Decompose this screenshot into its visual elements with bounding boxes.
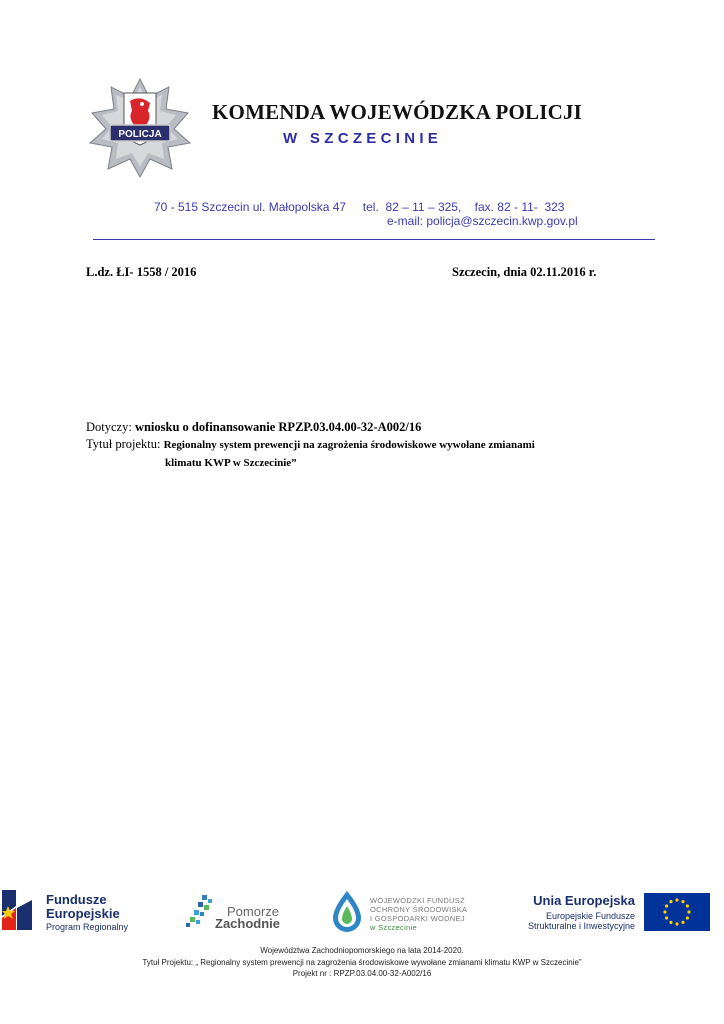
fe-mark-icon <box>2 886 32 932</box>
subject-label: Dotyczy: <box>86 420 135 434</box>
water-drop-icon <box>330 890 364 934</box>
address-line: 70 - 515 Szczecin ul. Małopolska 47 tel. 82 – 11 – 325, fax. 82 - 11- 323 <box>154 200 565 214</box>
unia-europejska-text <box>505 893 635 933</box>
ue-line1: Unia Europejska <box>533 893 635 908</box>
project-title-label: Tytuł projektu: <box>86 437 164 451</box>
fe-line2: Europejskie <box>46 906 120 921</box>
project-title-line <box>86 437 535 452</box>
badge-text: POLICJA <box>118 129 162 140</box>
reference-number: L.dz. ŁI- 1558 / 2016 <box>86 265 197 279</box>
reference-date: Szczecin, dnia 02.11.2016 r. <box>452 265 597 279</box>
fe-line3: Program Regionalny <box>46 922 129 932</box>
ue-line3: Strukturalne i Inwestycyjne <box>527 921 635 931</box>
pz-line2: Zachodnie <box>215 916 281 931</box>
project-title-value: Regionalny system prewencji na zagrożenia środowiskowe wywołane zmianami <box>163 439 535 451</box>
project-title-continuation: klimatu KWP w Szczecinie” <box>165 457 297 469</box>
email-line: e-mail: policja@szczecin.kwp.gov.pl <box>387 214 578 228</box>
subject-value: wniosku o dofinansowanie RPZP.03.04.00-32-A002/16 <box>134 420 422 434</box>
pz-line1: Pomorze <box>227 904 280 919</box>
wf-line4: w Szczecinie <box>370 923 417 932</box>
wf-line2: OCHRONY ŚRODOWISKA <box>370 905 468 914</box>
wf-line3: I GOSPODARKI WODNEJ <box>370 914 465 923</box>
footer-line3: Projekt nr : RPZP.03.04.00-32-A002/16 <box>292 969 432 978</box>
header-divider <box>93 239 655 240</box>
fundusze-europejskie-logo <box>2 883 152 935</box>
police-badge-logo <box>86 77 194 179</box>
ue-line2: Europejskie Fundusze <box>545 911 635 921</box>
pomorze-zachodnie-logo <box>184 893 294 933</box>
wfosigw-logo <box>330 890 480 936</box>
organization-name: KOMENDA WOJEWÓDZKA POLICJI <box>212 100 583 124</box>
organization-city: W SZCZECINIE <box>283 130 443 147</box>
fe-line1: Fundusze <box>46 892 107 907</box>
footer-line2: Tytuł Projektu: „ Regionalny system prewencji na zagrożenia środowiskowe wywołane zmianami klimatu KWP w Szczecinie” <box>142 958 582 967</box>
eu-flag-icon <box>644 893 710 931</box>
footer-line1: Województwa Zachodniopomorskiego na lata 2014-2020. <box>260 946 464 955</box>
wf-line1: WOJEWÓDZKI FUNDUSZ <box>370 896 465 905</box>
subject-line <box>86 420 421 435</box>
